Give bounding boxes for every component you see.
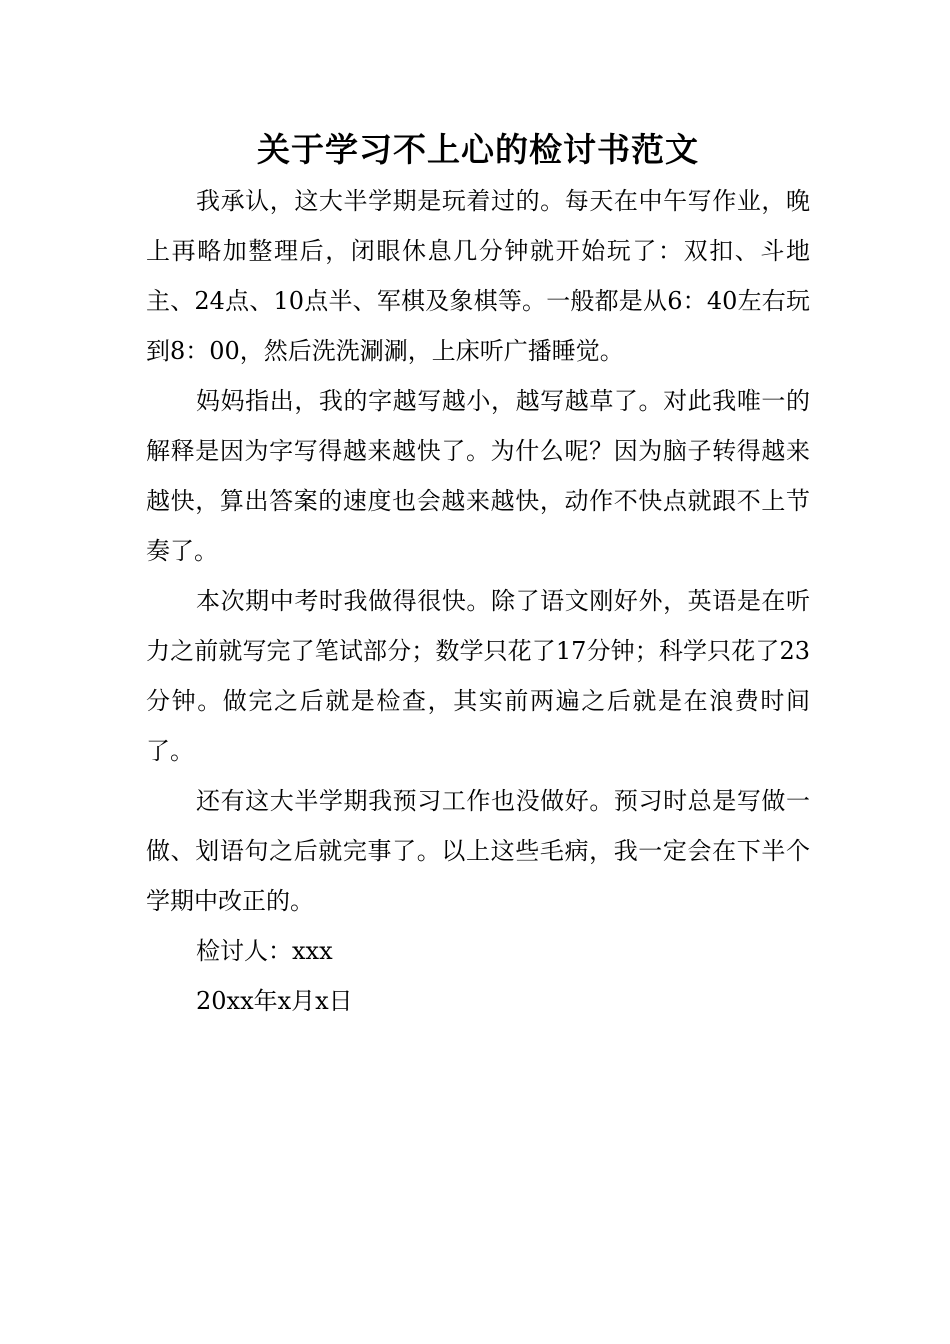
document-title: 关于学习不上心的检讨书范文 bbox=[257, 130, 699, 169]
signature-line: 检讨人：xxx bbox=[196, 937, 333, 965]
date-line: 20xx年x月x日 bbox=[196, 987, 353, 1015]
document-page bbox=[146, 128, 810, 1026]
paragraph-4: 还有这大半学期我预习工作也没做好。预习时总是写做一做、划语句之后就完事了。以上这些毛病，我一定会在下半个学期中改正的。 bbox=[146, 787, 810, 915]
paragraph-3: 本次期中考时我做得很快。除了语文刚好外，英语是在听力之前就写完了笔试部分；数学只花了17分钟；科学只花了23分钟。做完之后就是检查，其实前两遍之后就是在浪费时间了。 bbox=[146, 587, 810, 765]
paragraph-1: 我承认，这大半学期是玩着过的。每天在中午写作业，晚上再略加整理后，闭眼休息几分钟就开始玩了：双扣、斗地主、24点、10点半、军棋及象棋等。一般都是从6：40左右玩到8：00，然后洗洗涮涮，上床听广播睡觉。 bbox=[146, 187, 810, 365]
paragraph-2: 妈妈指出，我的字越写越小，越写越草了。对此我唯一的解释是因为字写得越来越快了。为什么呢？因为脑子转得越来越快，算出答案的速度也会越来越快，动作不快点就跟不上节奏了。 bbox=[146, 387, 810, 565]
